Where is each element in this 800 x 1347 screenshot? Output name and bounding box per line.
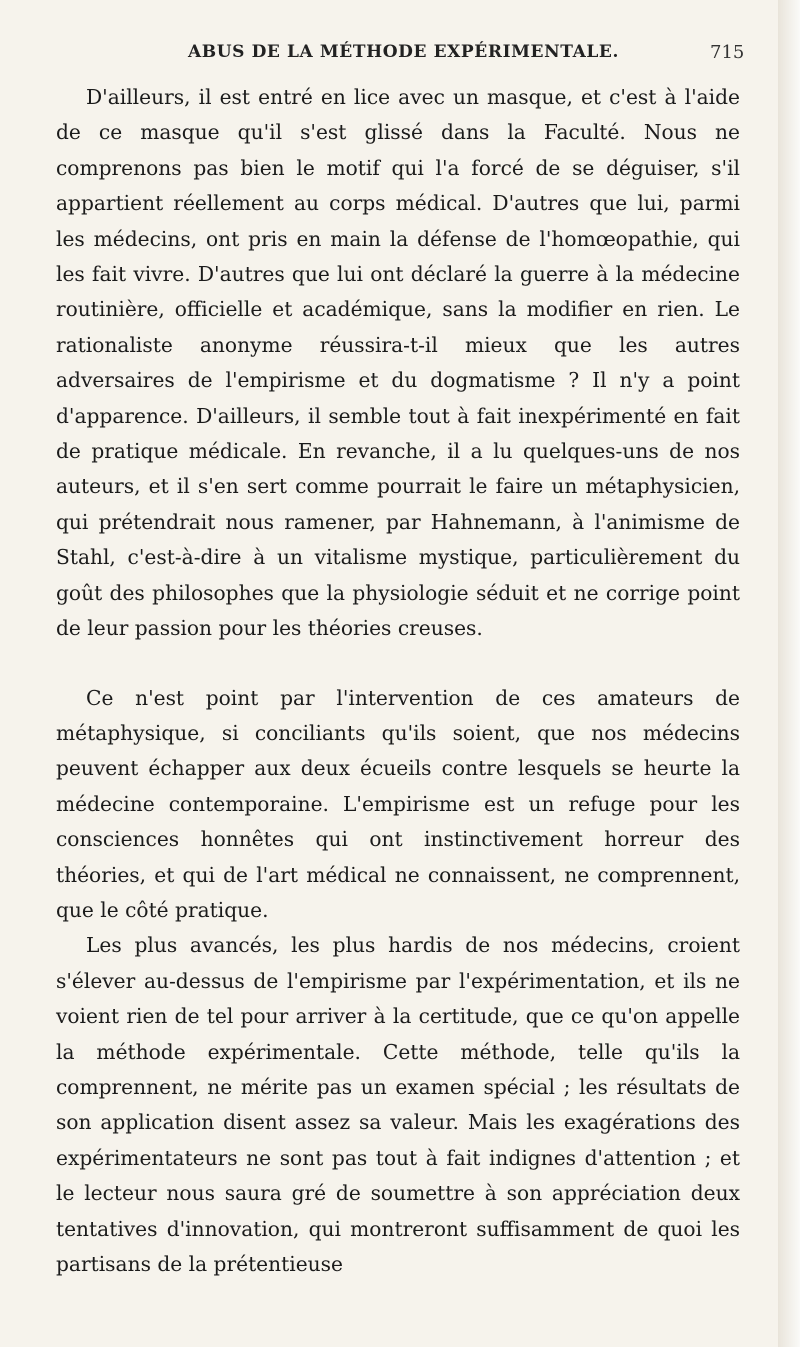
body-text — [56, 80, 740, 1282]
page-header — [0, 42, 778, 72]
paragraph-3: Les plus avancés, les plus hardis de nos médecins, croient s'élever au-dessus de l'empirisme par l'expérimentation, et ils ne voient rien de tel pour arriver à la certitude, que ce qu'on appelle la méthode expérimentale. Cette méthode, telle qu'ils la comprennent, ne mérite pas un examen spécial ; les résultats de son application disent assez sa valeur. Mais les exagérations des expérimentateurs ne sont pas tout à fait indignes d'attention ; et le lecteur nous saura gré de soumettre à son appréciation deux tentatives d'innovation, qui montreront suffisamment de quoi les partisans de la prétentieuse — [56, 933, 740, 1276]
running-head: ABUS DE LA MÉTHODE EXPÉRIMENTALE. — [188, 42, 619, 62]
paragraph-1: D'ailleurs, il est entré en lice avec un masque, et c'est à l'aide de ce masque qu'il s'est glissé dans la Faculté. Nous ne comprenons pas bien le motif qui l'a forcé de se déguiser, s'il appartient réellement au corps médical. D'autres que lui, parmi les médecins, ont pris en main la défense de l'homœopathie, qui les fait vivre. D'autres que lui ont déclaré la guerre à la médecine routinière, officielle et académique, sans la modifier en rien. Le rationaliste anonyme réussira-t-il mieux que les autres adversaires de l'empirisme et du dogmatisme ? Il n'y a point d'apparence. D'ailleurs, il semble tout à fait inexpérimenté en fait de pratique médicale. En revanche, il a lu quelques-uns de nos auteurs, et il s'en sert comme pourrait le faire un métaphysicien, qui prétendrait nous ramener, par Hahnemann, à l'animisme de Stahl, c'est-à-dire à un vitalisme mystique, particulièrement du goût des philosophes que la physiologie séduit et ne corrige point de leur passion pour les théories creuses. — [56, 85, 740, 641]
paragraph-2: Ce n'est point par l'intervention de ces amateurs de métaphysique, si conciliants qu'ils soient, que nos médecins peuvent échapper aux deux écueils contre lesquels se heurte la médecine contemporaine. L'empirisme est un refuge pour les consciences honnêtes qui ont instinctivement horreur des théories, et qui de l'art médical ne connaissent, ne comprennent, que le côté pratique. — [56, 685, 740, 922]
page-number: 715 — [710, 42, 745, 63]
page-edge — [778, 0, 800, 1347]
